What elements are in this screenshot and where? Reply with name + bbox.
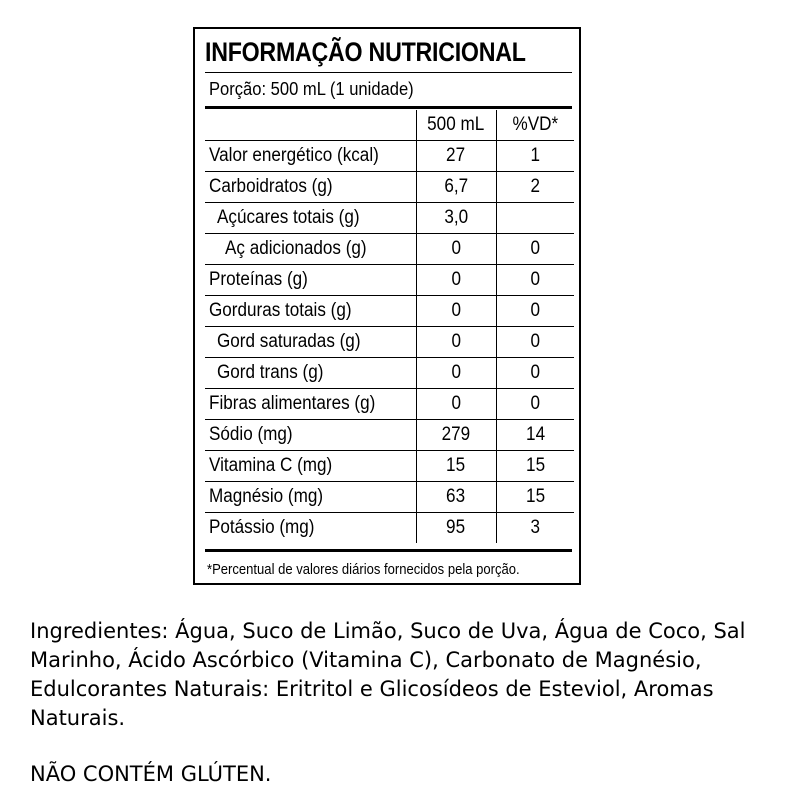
nutrient-name: Fibras alimentares (g) bbox=[205, 389, 416, 420]
nutrient-name: Potássio (mg) bbox=[209, 517, 315, 538]
nutrient-amount: 0 bbox=[416, 296, 496, 327]
nutrient-amount: 279 bbox=[416, 420, 496, 451]
nutrient-name: Sódio (mg) bbox=[205, 420, 416, 451]
nutrient-daily-value: 0 bbox=[496, 234, 574, 265]
nutrient-amount: 0 bbox=[416, 327, 496, 358]
nutrient-amount: 95 bbox=[416, 513, 496, 544]
nutrient-amount: 0 bbox=[416, 358, 496, 389]
table-header-row bbox=[205, 110, 574, 141]
nutrition-table bbox=[205, 110, 574, 543]
nutrient-amount: 0 bbox=[416, 234, 496, 265]
nutrient-daily-value: 0 bbox=[496, 327, 574, 358]
table-row bbox=[205, 389, 574, 420]
nutrient-daily-value: 3 bbox=[496, 513, 574, 544]
nutrition-title: INFORMAÇÃO NUTRICIONAL bbox=[205, 37, 526, 67]
table-row bbox=[205, 451, 574, 482]
table-row bbox=[205, 513, 574, 544]
nutrient-name: Aç adicionados (g) bbox=[205, 234, 416, 265]
nutrient-name: Magnésio (mg) bbox=[205, 482, 416, 513]
table-row bbox=[205, 141, 574, 172]
nutrient-daily-value: 1 bbox=[496, 141, 574, 172]
footnote: *Percentual de valores diários fornecidos pela porção. bbox=[207, 562, 520, 578]
nutrient-daily-value: 0 bbox=[496, 389, 574, 420]
table-row bbox=[205, 296, 574, 327]
title-divider bbox=[205, 72, 572, 73]
table-row bbox=[205, 482, 574, 513]
nutrient-amount: 3,0 bbox=[416, 203, 496, 234]
nutrient-daily-value: 15 bbox=[496, 451, 574, 482]
nutrient-daily-value: 0 bbox=[496, 296, 574, 327]
ingredients-text: Ingredientes: Água, Suco de Limão, Suco de Uva, Água de Coco, Sal Marinho, Ácido Ascórbico (Vitamina C), Carbonato de Magnésio, Edulcorantes Naturais: Eritritol e Glicosídeos de Esteviol, Aromas Naturais. bbox=[30, 619, 746, 730]
header-nutrient bbox=[205, 110, 416, 141]
nutrient-amount: 27 bbox=[416, 141, 496, 172]
nutrient-amount: 0 bbox=[416, 265, 496, 296]
portion-divider bbox=[205, 106, 572, 109]
table-row bbox=[205, 420, 574, 451]
nutrient-daily-value: 0 bbox=[496, 265, 574, 296]
portion-size: Porção: 500 mL (1 unidade) bbox=[209, 79, 414, 99]
nutrient-amount: 63 bbox=[416, 482, 496, 513]
nutrient-name: Proteínas (g) bbox=[205, 265, 416, 296]
table-row bbox=[205, 203, 574, 234]
nutrient-amount: 6,7 bbox=[416, 172, 496, 203]
nutrient-name: Valor energético (kcal) bbox=[205, 141, 416, 172]
nutrient-daily-value: 14 bbox=[496, 420, 574, 451]
header-daily-value: %VD* bbox=[496, 110, 574, 141]
nutrition-facts-panel bbox=[193, 27, 581, 585]
gluten-notice: NÃO CONTÉM GLÚTEN. bbox=[30, 762, 272, 786]
header-amount: 500 mL bbox=[416, 110, 496, 141]
nutrient-name: Açúcares totais (g) bbox=[205, 203, 416, 234]
table-row bbox=[205, 327, 574, 358]
nutrient-daily-value: 2 bbox=[496, 172, 574, 203]
nutrient-name: Vitamina C (mg) bbox=[205, 451, 416, 482]
nutrient-name: Carboidratos (g) bbox=[205, 172, 416, 203]
table-row bbox=[205, 358, 574, 389]
nutrient-name: Gorduras totais (g) bbox=[205, 296, 416, 327]
nutrient-daily-value: 15 bbox=[496, 482, 574, 513]
nutrient-amount: 0 bbox=[416, 389, 496, 420]
table-row bbox=[205, 234, 574, 265]
nutrient-daily-value: 0 bbox=[496, 358, 574, 389]
nutrient-amount: 15 bbox=[416, 451, 496, 482]
nutrient-name: Gord trans (g) bbox=[205, 358, 416, 389]
footer-divider bbox=[205, 549, 572, 552]
table-row bbox=[205, 172, 574, 203]
nutrient-name: Gord saturadas (g) bbox=[205, 327, 416, 358]
table-row bbox=[205, 265, 574, 296]
nutrient-daily-value bbox=[496, 203, 574, 234]
